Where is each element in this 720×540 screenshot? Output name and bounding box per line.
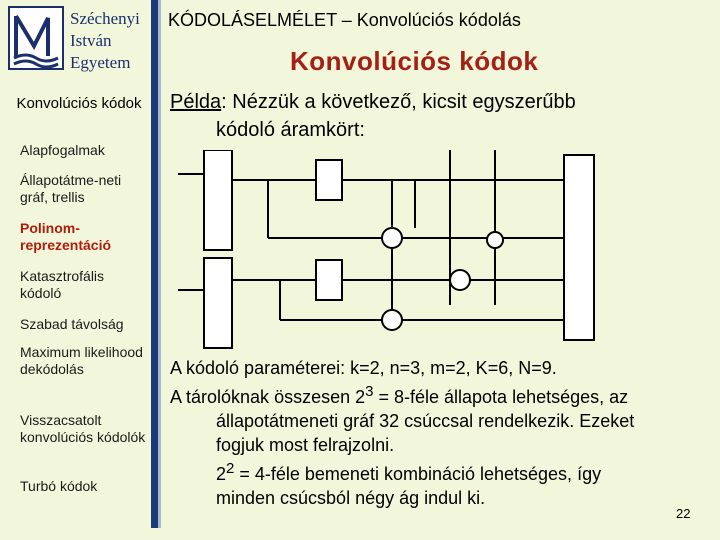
- university-logo-icon: [8, 6, 64, 70]
- intro-line2: kódoló áramkört:: [216, 119, 365, 141]
- course-header: KÓDOLÁSELMÉLET – Konvolúciós kódolás: [168, 10, 521, 30]
- sidebar-item-visszacsatolt[interactable]: Visszacsatolt konvolúciós kódolók: [20, 412, 146, 445]
- sidebar-item-turbo[interactable]: Turbó kódok: [20, 478, 98, 494]
- param-line-1: A kódoló paraméterei: k=2, n=3, m=2, K=6, N=9.: [170, 358, 557, 378]
- xor-gate-1: [382, 228, 402, 248]
- sidebar-item-szabad-tavolsag[interactable]: Szabad távolság: [20, 316, 124, 332]
- sidebar-item-allapotatmeneti[interactable]: Állapotátme-neti gráf, trellis: [20, 172, 122, 205]
- sidebar-item-katasztrofalis[interactable]: Katasztrofális kódoló: [20, 268, 105, 301]
- param-line-6: minden csúcsból négy ág indul ki.: [216, 488, 486, 508]
- intro-lead: Példa: [170, 91, 222, 113]
- xor-gate-4: [487, 232, 503, 248]
- param-line-5: $2^2$ = 4-féle bemeneti kombináció lehetséges, így: [216, 460, 602, 484]
- page-title: Konvolúciós kódok: [290, 46, 539, 76]
- university-name: Széchenyi István Egyetem: [70, 9, 140, 72]
- sidebar-heading: Konvolúciós kódok: [16, 95, 142, 112]
- intro-text: [170, 88, 576, 144]
- page-number: 22: [676, 506, 691, 521]
- param-line-2: A tárolóknak összesen $2^3$ = 8-féle állapota lehetséges, az: [170, 383, 629, 407]
- param-line-4: fogjuk most felrajzolni.: [216, 435, 395, 455]
- param-line-3: állapotátmeneti gráf 32 csúccsal rendelkezik. Ezeket: [216, 411, 635, 431]
- register-4: [316, 260, 342, 300]
- xor-gate-2: [382, 310, 402, 330]
- divider-bar: [151, 0, 158, 528]
- register-3: [316, 160, 342, 200]
- sidebar-item-alapfogalmak[interactable]: Alapfogalmak: [20, 142, 105, 158]
- xor-gate-3: [450, 270, 470, 290]
- register-2: [204, 258, 232, 348]
- divider-shadow: [158, 0, 161, 528]
- output-register: [564, 155, 594, 340]
- parameters-text: [170, 356, 690, 510]
- register-1: [204, 150, 232, 250]
- intro-rest: : Nézzük a következő, kicsit egyszerűbb: [221, 91, 576, 113]
- sidebar-item-polinom[interactable]: Polinom-reprezentáció: [20, 220, 112, 253]
- sidebar-item-ml-dekodolas[interactable]: Maximum likelihood dekódolás: [20, 344, 143, 377]
- encoder-circuit-diagram: [170, 150, 650, 350]
